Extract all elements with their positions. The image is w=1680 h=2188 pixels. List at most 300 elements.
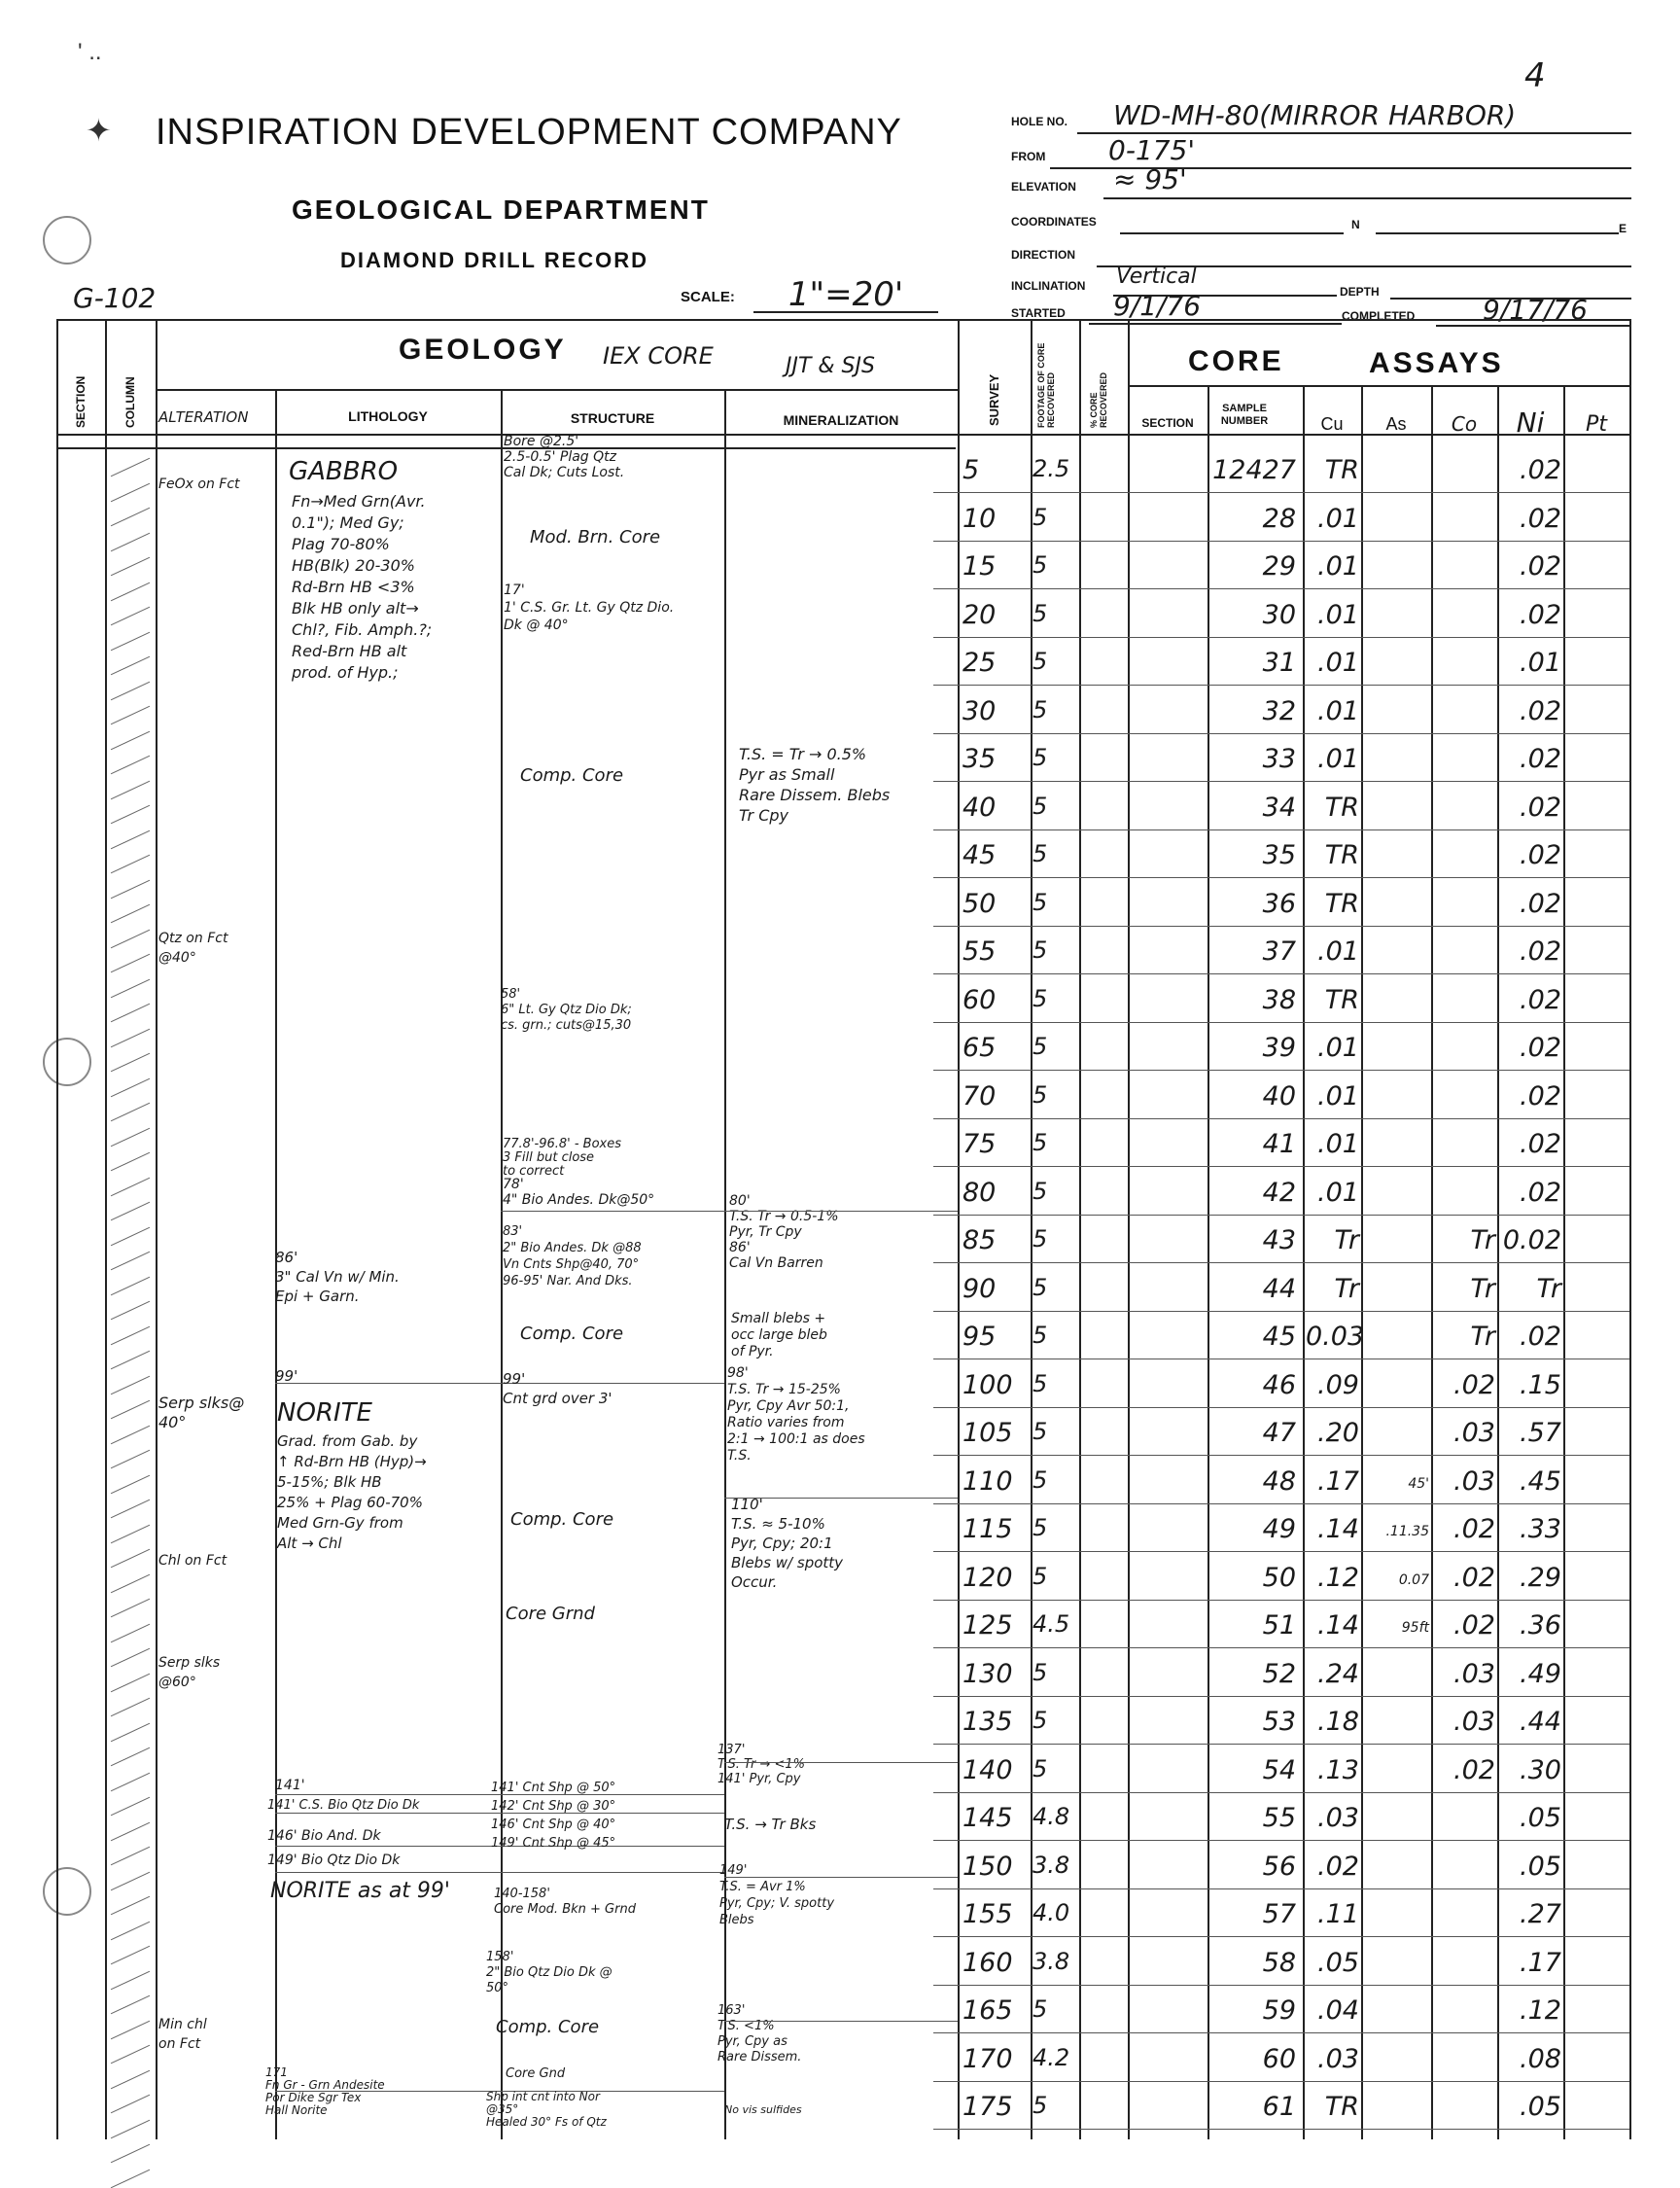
sample-number-cell: 57 [1262, 1899, 1296, 1929]
cu-cell: .14 [1317, 1610, 1359, 1641]
footage-cell: 5 [1032, 1273, 1048, 1301]
lithology-vein-86: 86' 3" Cal Vn w/ Min. Epi + Garn. [275, 1249, 400, 1305]
column-tick [111, 1177, 150, 1196]
as-cell: .11.35 [1385, 1524, 1429, 1539]
started-label: STARTED [1011, 306, 1066, 320]
survey-tick-line [933, 781, 1629, 782]
survey-cell: 10 [962, 503, 997, 534]
column-tick [111, 1351, 150, 1370]
column-tick [111, 1375, 150, 1394]
co-cell: .03 [1453, 1707, 1495, 1737]
elevation-value: ≈ 95' [1113, 163, 1187, 195]
hole-no-label: HOLE NO. [1011, 115, 1068, 128]
cu-header: Cu [1320, 414, 1344, 434]
assays-subheader-line [1128, 385, 1629, 387]
column-tick [111, 458, 150, 477]
survey-tick-line [933, 1647, 1629, 1648]
footage-cell: 4.0 [1032, 1899, 1070, 1926]
survey-tick-line [933, 733, 1629, 734]
survey-cell: 140 [962, 1754, 1013, 1785]
elevation-label: ELEVATION [1011, 180, 1076, 194]
survey-cell: 150 [962, 1851, 1013, 1882]
norite-title: NORITE [277, 1398, 372, 1428]
cu-cell: .13 [1317, 1754, 1359, 1785]
column-tick [111, 1127, 150, 1147]
ni-cell: Tr [1536, 1273, 1561, 1304]
column-tick [111, 756, 150, 775]
column-tick [111, 1648, 150, 1668]
ni-cell: .02 [1520, 792, 1561, 823]
sample-number-cell: 50 [1262, 1562, 1296, 1593]
column-tick [111, 929, 150, 948]
sample-number-cell: 40 [1262, 1080, 1296, 1112]
footage-cell: 5 [1032, 1707, 1048, 1734]
co-header: Co [1451, 412, 1478, 436]
survey-tick-line [933, 1070, 1629, 1071]
survey-tick-line [933, 1503, 1629, 1504]
footage-cell: 4.8 [1032, 1803, 1070, 1830]
column-tick [111, 1425, 150, 1444]
punch-hole [43, 216, 91, 265]
survey-cell: 35 [962, 744, 997, 774]
footage-cell: 5 [1032, 1418, 1048, 1445]
as-cell: 95ft [1401, 1620, 1429, 1636]
coordinates-n-label: N [1351, 218, 1360, 231]
mineralization-note: 98' T.S. Tr → 15-25% Pyr, Cpy Avr 50:1, Ratio varies from 2:1 → 100:1 as does T.S. [727, 1365, 865, 1464]
survey-cell: 5 [962, 455, 980, 485]
sample-number-cell: 61 [1262, 2092, 1296, 2122]
sample-number-cell: 59 [1262, 1995, 1296, 2026]
lithology-dike-171: 171 Fn Gr - Grn Andesite Por Dike Sgr Tex Hall Norite [265, 2065, 385, 2117]
sample-number-cell: 51 [1262, 1610, 1296, 1641]
ni-cell: .02 [1520, 455, 1561, 485]
sample-number-cell: 45 [1262, 1322, 1296, 1352]
survey-tick-line [933, 1600, 1629, 1601]
cu-cell: .18 [1317, 1707, 1359, 1737]
column-tick [111, 1500, 150, 1519]
cu-cell: .04 [1317, 1995, 1359, 2026]
sample-number-cell: 29 [1262, 551, 1296, 582]
punch-hole [43, 1867, 91, 1916]
survey-cell: 85 [962, 1225, 997, 1255]
core-header: CORE [1188, 345, 1284, 377]
sample-number-cell: 44 [1262, 1273, 1296, 1304]
ni-cell: .02 [1520, 503, 1561, 534]
survey-tick-line [933, 2032, 1629, 2033]
sample-number-cell: 12427 [1212, 455, 1296, 485]
column-tick [111, 1772, 150, 1791]
survey-tick-line [933, 2129, 1629, 2130]
structure-note: Core Gnd [506, 2066, 566, 2081]
geology-header: GEOLOGY [399, 334, 567, 366]
alteration-note: FeOx on Fct [158, 476, 240, 492]
footage-cell: 5 [1032, 792, 1048, 820]
ni-cell: .45 [1520, 1465, 1561, 1497]
survey-cell: 50 [962, 888, 997, 919]
coordinates-e-line [1376, 232, 1619, 234]
footage-cell: 4.5 [1032, 1610, 1070, 1638]
sample-number-cell: 38 [1262, 984, 1296, 1015]
survey-cell: 65 [962, 1033, 997, 1063]
column-tick [111, 978, 150, 998]
sample-number-cell: 33 [1262, 744, 1296, 774]
sample-number-cell: 52 [1262, 1658, 1296, 1689]
column-tick [111, 1871, 150, 1890]
survey-tick-line [933, 1166, 1629, 1167]
sample-number-cell: 58 [1262, 1947, 1296, 1978]
cu-cell: .01 [1317, 1129, 1359, 1159]
survey-tick-line [933, 2081, 1629, 2082]
column-tick [111, 805, 150, 825]
sample-number-cell: 37 [1262, 936, 1296, 967]
column-col-line [156, 319, 158, 2139]
footage-cell: 4.2 [1032, 2043, 1070, 2071]
contact-line-149b [275, 1872, 724, 1873]
column-tick [111, 855, 150, 874]
survey-cell: 175 [962, 2092, 1013, 2122]
survey-cell: 135 [962, 1707, 1013, 1737]
contact-line-137 [724, 1762, 958, 1763]
cu-cell: .01 [1317, 648, 1359, 678]
sample-number-cell: 60 [1262, 2043, 1296, 2074]
survey-tick-line [933, 1311, 1629, 1312]
ni-cell: .02 [1520, 744, 1561, 774]
survey-cell: 170 [962, 2043, 1013, 2074]
ni-cell: .05 [1520, 1851, 1561, 1882]
alteration-note: Min chl on Fct [158, 2017, 207, 2052]
column-tick [111, 904, 150, 924]
survey-cell: 20 [962, 599, 997, 630]
geology-initials: JJT & SJS [786, 354, 875, 378]
cu-cell: .02 [1317, 1851, 1359, 1882]
structure-note: Comp. Core [496, 2017, 600, 2037]
footage-cell: 5 [1032, 2092, 1048, 2119]
column-tick [111, 557, 150, 577]
survey-tick-line [933, 973, 1629, 974]
sample-number-cell: 48 [1262, 1465, 1296, 1497]
footage-cell: 5 [1032, 695, 1048, 723]
footage-cell: 5 [1032, 936, 1048, 964]
coordinates-e-label: E [1619, 222, 1628, 235]
structure-note: 77.8'-96.8' - Boxes 3 Fill but close to correct [503, 1137, 622, 1179]
sample-number-cell: 41 [1262, 1129, 1296, 1159]
sample-number-cell: 36 [1262, 888, 1296, 919]
record-type-title: DIAMOND DRILL RECORD [340, 248, 649, 272]
cu-cell: 0.03 [1306, 1322, 1365, 1352]
column-tick [111, 879, 150, 899]
sample-number-cell: 55 [1262, 1803, 1296, 1833]
column-tick [111, 829, 150, 849]
footage-cell: 5 [1032, 1465, 1048, 1494]
survey-cell: 95 [962, 1322, 997, 1352]
column-tick [111, 2169, 150, 2188]
cu-cell: .20 [1317, 1418, 1359, 1448]
ni-cell: .33 [1520, 1514, 1561, 1544]
column-tick [111, 1400, 150, 1420]
survey-tick-line [933, 1118, 1629, 1119]
alteration-note: Chl on Fct [158, 1553, 228, 1569]
survey-cell: 25 [962, 648, 997, 678]
ni-cell: .01 [1520, 648, 1561, 678]
core-assays-left-line [1128, 319, 1130, 2139]
survey-tick-line [933, 1455, 1629, 1456]
column-tick [111, 2119, 150, 2138]
mineralization-note: T.S. → Tr Bks [724, 1816, 817, 1833]
survey-cell: 120 [962, 1562, 1013, 1593]
co-cell: .02 [1453, 1754, 1495, 1785]
ni-cell: .02 [1520, 1033, 1561, 1063]
survey-cell: 125 [962, 1610, 1013, 1641]
footage-cell: 5 [1032, 1658, 1048, 1686]
ni-cell: .02 [1520, 1322, 1561, 1352]
cu-cell: .09 [1317, 1369, 1359, 1400]
cu-cell: .24 [1317, 1658, 1359, 1689]
survey-tick-line [933, 1696, 1629, 1697]
survey-cell: 115 [962, 1514, 1013, 1544]
structure-note: Core Grnd [506, 1604, 595, 1624]
footage-cell: 5 [1032, 888, 1048, 916]
survey-tick-line [933, 1744, 1629, 1745]
structure-note: 17' 1' C.S. Gr. Lt. Gy Qtz Dio. Dk @ 40° [504, 582, 675, 633]
survey-tick-line [933, 1888, 1629, 1889]
footage-cell: 5 [1032, 648, 1048, 675]
ni-cell: .02 [1520, 888, 1561, 919]
structure-header: STRUCTURE [570, 410, 655, 426]
column-tick [111, 1325, 150, 1345]
structure-note: 158' 2" Bio Qtz Dio Dk @ 50° [486, 1950, 612, 1995]
survey-cell: 165 [962, 1995, 1013, 2026]
survey-cell: 55 [962, 936, 997, 967]
cu-cell: .17 [1317, 1465, 1359, 1497]
co-cell: .03 [1453, 1465, 1495, 1497]
survey-cell: 90 [962, 1273, 997, 1304]
structure-note: Mod. Brn. Core [530, 527, 661, 547]
footage-cell: 5 [1032, 551, 1048, 579]
column-tick [111, 730, 150, 750]
structure-note: 78' 4" Bio Andes. Dk@50° [503, 1177, 655, 1208]
survey-cell: 105 [962, 1418, 1013, 1448]
footage-cell: 3.8 [1032, 1947, 1070, 1975]
survey-cell: 75 [962, 1129, 997, 1159]
page-number: 4 [1524, 56, 1546, 95]
cu-cell: .11 [1317, 1899, 1359, 1929]
column-tick [111, 1276, 150, 1295]
footage-cell: 5 [1032, 503, 1048, 531]
cu-cell: Tr [1334, 1273, 1359, 1304]
mineralization-note: 149' T.S. = Avr 1% Pyr, Cpy; V. spotty Blebs [719, 1863, 835, 1927]
sample-number-cell: 49 [1262, 1514, 1296, 1544]
column-tick [111, 2144, 150, 2164]
structure-note: 99' Cnt grd over 3' [503, 1370, 612, 1407]
sample-number-cell: 43 [1262, 1225, 1296, 1255]
mineralization-header: MINERALIZATION [783, 412, 899, 428]
assays-header: ASSAYS [1369, 347, 1504, 379]
pct-core-col-line [1079, 319, 1081, 2139]
sample-number-cell: 54 [1262, 1754, 1296, 1785]
column-tick [111, 706, 150, 725]
column-tick [111, 1474, 150, 1494]
column-tick [111, 482, 150, 502]
cu-cell: Tr [1334, 1225, 1359, 1255]
footage-cell: 5 [1032, 599, 1048, 627]
inclination-value: Vertical [1116, 265, 1197, 289]
column-tick [111, 1053, 150, 1073]
structure-note: 140-158' Core Mod. Bkn + Grnd [494, 1887, 636, 1917]
cu-cell: .01 [1317, 936, 1359, 967]
table-top-border [56, 319, 1629, 321]
structure-note: 83' 2" Bio Andes. Dk @88 Vn Cnts Shp@40, 70° 96-95' Nar. And Dks. [503, 1224, 642, 1288]
footage-cell: 5 [1032, 984, 1048, 1012]
column-tick [111, 532, 150, 551]
cu-cell: .01 [1317, 503, 1359, 534]
sample-number-cell: 30 [1262, 599, 1296, 630]
alteration-note: Serp slks@ 40° [158, 1394, 245, 1431]
company-title: INSPIRATION DEVELOPMENT COMPANY [156, 112, 902, 153]
lithology-dike-149: 149' Bio Qtz Dio Dk [267, 1853, 401, 1868]
cu-cell: TR [1324, 840, 1359, 870]
survey-tick-line [933, 1407, 1629, 1408]
direction-label: DIRECTION [1011, 248, 1075, 262]
survey-tick-line [933, 1985, 1629, 1986]
ni-cell: .17 [1520, 1947, 1561, 1978]
survey-cell: 130 [962, 1658, 1013, 1689]
column-tick [111, 1896, 150, 1916]
mineralization-note: 80' T.S. Tr → 0.5-1% Pyr, Tr Cpy 86' Cal Vn Barren [729, 1193, 839, 1271]
cu-cell: .03 [1317, 2043, 1359, 2074]
as-header: As [1385, 414, 1407, 434]
mineralization-note: 163' T.S. <1% Pyr, Cpy as Rare Dissem. [718, 2003, 802, 2064]
column-tick [111, 1524, 150, 1543]
column-tick [111, 954, 150, 973]
section-col-line [105, 319, 107, 2139]
section-header: SECTION [74, 375, 88, 428]
survey-tick-line [933, 1936, 1629, 1937]
mineralization-note: 137' T.S. Tr → <1% 141' Pyr, Cpy [718, 1743, 805, 1786]
column-tick [111, 1698, 150, 1717]
co-cell: .02 [1453, 1562, 1495, 1593]
coordinates-label: COORDINATES [1011, 215, 1097, 229]
footage-cell: 5 [1032, 1995, 1048, 2023]
started-line [1089, 323, 1342, 325]
column-tick [111, 1549, 150, 1569]
column-tick [111, 780, 150, 799]
contact-line-163 [724, 2021, 958, 2022]
column-tick [111, 1202, 150, 1221]
assay-section-header: SECTION [1141, 416, 1194, 430]
table-right-border [1629, 319, 1631, 2139]
survey-header: SURVEY [987, 373, 1001, 426]
sample-number-cell: 56 [1262, 1851, 1296, 1882]
sample-number-cell: 32 [1262, 695, 1296, 726]
column-tick [111, 1797, 150, 1817]
survey-cell: 160 [962, 1947, 1013, 1978]
cu-cell: .01 [1317, 1080, 1359, 1112]
structure-note: 58' 6" Lt. Gy Qtz Dio Dk; cs. grn.; cuts@15,30 [501, 987, 632, 1033]
structure-note: Comp. Core [520, 765, 624, 786]
form-number: G-102 [73, 282, 157, 314]
contact-line-149 [724, 1877, 958, 1878]
survey-tick-line [933, 1022, 1629, 1023]
survey-cell: 70 [962, 1080, 997, 1112]
sample-number-cell: 28 [1262, 503, 1296, 534]
co-cell: Tr [1470, 1322, 1495, 1352]
footage-cell: 5 [1032, 1322, 1048, 1349]
hole-no-value: WD-MH-80(MIRROR HARBOR) [1113, 99, 1517, 131]
sample-number-cell: 53 [1262, 1707, 1296, 1737]
survey-cell: 145 [962, 1803, 1013, 1833]
column-tick [111, 1995, 150, 2015]
survey-tick-line [933, 588, 1629, 589]
survey-tick-line [933, 637, 1629, 638]
cu-cell: .01 [1317, 744, 1359, 774]
sample-number-cell: 46 [1262, 1369, 1296, 1400]
corner-mark: ' .. [78, 39, 102, 65]
ni-cell: .12 [1520, 1995, 1561, 2026]
footage-cell: 5 [1032, 1754, 1048, 1782]
lithology-depth-141: 141' [275, 1778, 305, 1793]
as-cell: 0.07 [1398, 1571, 1429, 1588]
column-tick [111, 656, 150, 676]
logo-mark: ✦ [86, 113, 112, 148]
ni-cell: .02 [1520, 551, 1561, 582]
pt-header: Pt [1586, 412, 1607, 437]
survey-tick-line [933, 541, 1629, 542]
column-tick [111, 1821, 150, 1841]
survey-cell: 60 [962, 984, 997, 1015]
survey-cell: 155 [962, 1899, 1013, 1929]
survey-tick-line [933, 1262, 1629, 1263]
co-cell: .02 [1453, 1610, 1495, 1641]
co-cell: Tr [1470, 1225, 1495, 1255]
column-tick [111, 1450, 150, 1469]
survey-tick-line [933, 1215, 1629, 1216]
column-tick [111, 2045, 150, 2064]
sample-number-cell: 47 [1262, 1418, 1296, 1448]
column-tick [111, 631, 150, 651]
column-tick [111, 1623, 150, 1642]
from-value: 0-175' [1108, 134, 1196, 166]
ni-cell: .02 [1520, 936, 1561, 967]
scale-value: 1"=20' [788, 275, 904, 314]
column-tick [111, 508, 150, 527]
lithology-dike-146: 146' Bio And. Dk [267, 1828, 381, 1844]
ni-cell: .05 [1520, 1803, 1561, 1833]
sample-number-cell: 35 [1262, 840, 1296, 870]
scale-label: SCALE: [681, 289, 735, 305]
survey-cell: 15 [962, 551, 997, 582]
footage-cell: 5 [1032, 840, 1048, 867]
completed-value: 9/17/76 [1483, 294, 1588, 326]
survey-cell: 110 [962, 1465, 1013, 1497]
footage-header: FOOTAGE OF CORE RECOVERED [1036, 342, 1056, 428]
survey-tick-line [933, 829, 1629, 830]
lithology-header: LITHOLOGY [348, 408, 428, 424]
ni-cell: .02 [1520, 599, 1561, 630]
table-left-border [56, 319, 58, 2139]
column-tick [111, 1599, 150, 1618]
cu-cell: TR [1324, 984, 1359, 1015]
ni-cell: .05 [1520, 2092, 1561, 2122]
column-tick [111, 1921, 150, 1940]
cu-cell: TR [1324, 888, 1359, 919]
coordinates-n-line [1120, 232, 1344, 234]
column-tick [111, 1573, 150, 1593]
footage-cell: 5 [1032, 1177, 1048, 1205]
ni-cell: .02 [1520, 1080, 1561, 1112]
co-cell: .03 [1453, 1418, 1495, 1448]
from-label: FROM [1011, 150, 1046, 163]
depth-label: DEPTH [1340, 285, 1380, 299]
